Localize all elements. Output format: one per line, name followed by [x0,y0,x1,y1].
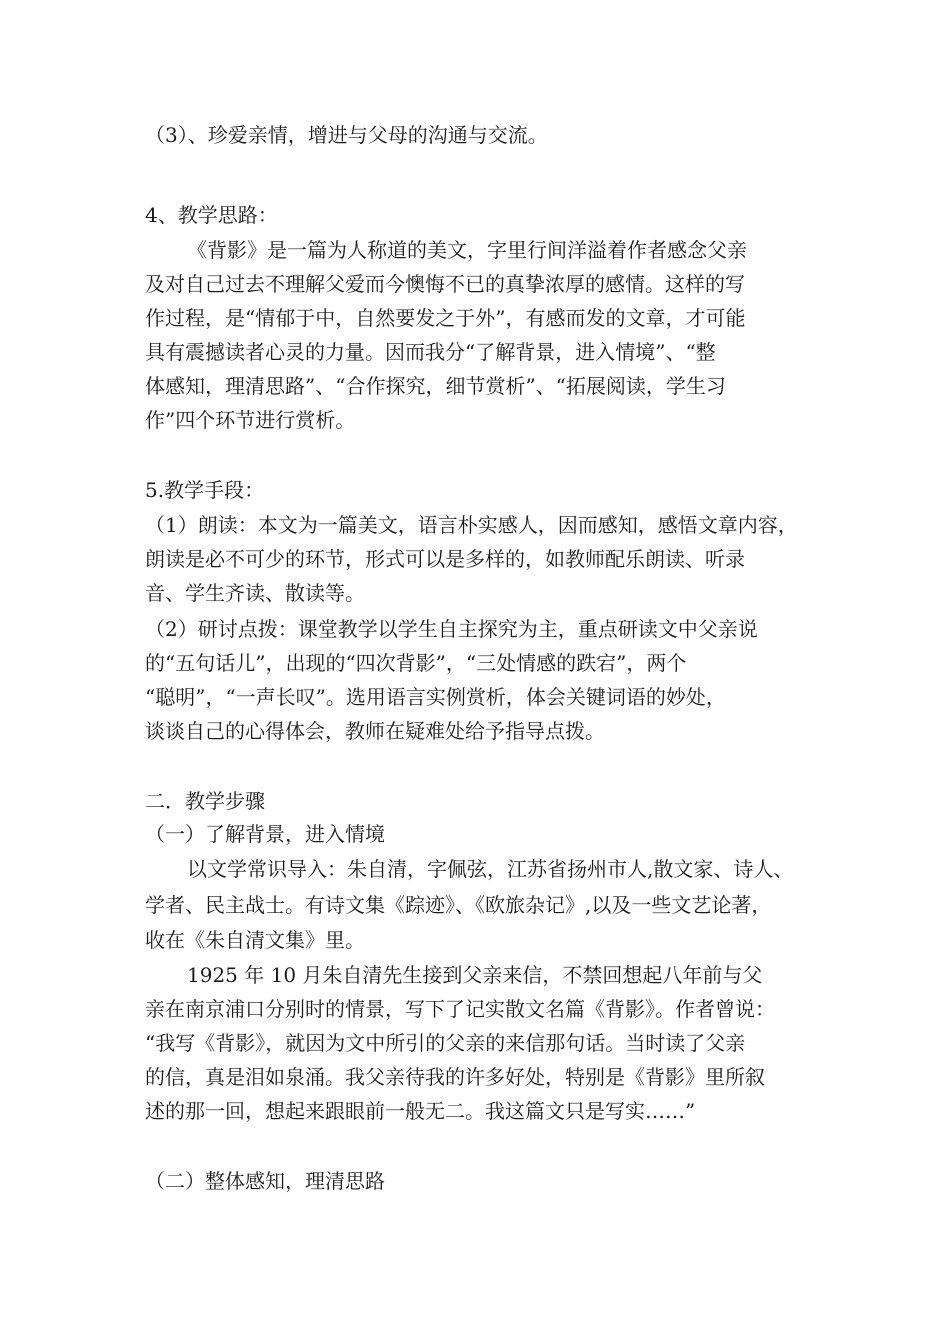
section-4-line: 作过程，是“情郁于中，自然要发之于外”，有感而发的文章，才可能 [145,306,746,330]
para-2-line: 述的那一回，想起来跟眼前一般无二。我这篇文只是写实……” [145,1099,696,1123]
section-5-line: 音、学生齐读、散读等。 [145,581,365,605]
section-4-line: 具有震撼读者心灵的力量。因而我分“了解背景，进入情境”、“整 [145,340,716,364]
section-5-line: 的“五句话儿”，出现的“四次背影”，“三处情感的跌宕”，两个 [145,651,687,675]
para-2-line: 的信，真是泪如泉涌。我父亲待我的许多好处，特别是《背影》里所叙 [145,1065,765,1089]
section-4-line: 作”四个环节进行赏析。 [145,408,356,432]
section-4-line: 及对自己过去不理解父爱而今懊悔不已的真挚浓厚的感情。这样的写 [145,272,745,296]
section-5-line: “聪明”，“一声长叹”。选用语言实例赏析，体会关键词语的妙处， [145,685,726,709]
objective-3: （3）、珍爱亲情，增进与父母的沟通与交流。 [145,123,548,147]
para-2-line: 1925 年 10 月朱自清先生接到父亲来信，不禁回想起八年前与父 [187,963,763,987]
section-5-heading: 5.教学手段： [145,478,265,502]
sub-1-heading: （一）了解背景，进入情境 [145,822,385,846]
section-4-line: 《背影》是一篇为人称道的美文，字里行间洋溢着作者感念父亲 [187,238,747,262]
part-2-heading: 二．教学步骤 [145,789,265,813]
section-4-heading: 4、教学思路： [145,203,278,227]
section-5-line: （2）研讨点拨：课堂教学以学生自主探究为主，重点研读文中父亲说 [145,617,758,641]
para-1-line: 收在《朱自清文集》里。 [145,928,365,952]
para-1-line: 学者、民主战士。有诗文集《踪迹》、《欧旅杂记》,以及一些文艺论著， [145,893,772,917]
section-5-line: 谈谈自己的心得体会，教师在疑难处给予指导点拨。 [145,719,605,743]
para-2-line: “我写《背影》，就因为文中所引的父亲的来信那句话。当时读了父亲 [145,1031,746,1055]
para-1-line: 以文学常识导入：朱自清，字佩弦，江苏省扬州市人,散文家、诗人、 [187,857,794,881]
section-4-line: 体感知，理清思路”、“合作探究，细节赏析”、“拓展阅读，学生习 [145,374,726,398]
section-5-line: （1）朗读：本文为一篇美文，语言朴实感人，因而感知，感悟文章内容， [145,513,798,537]
sub-2-heading: （二）整体感知，理清思路 [145,1169,385,1193]
section-5-line: 朗读是必不可少的环节，形式可以是多样的，如教师配乐朗读、听录 [145,547,745,571]
para-2-line: 亲在南京浦口分别时的情景，写下了记实散文名篇《背影》。作者曾说： [145,997,775,1021]
